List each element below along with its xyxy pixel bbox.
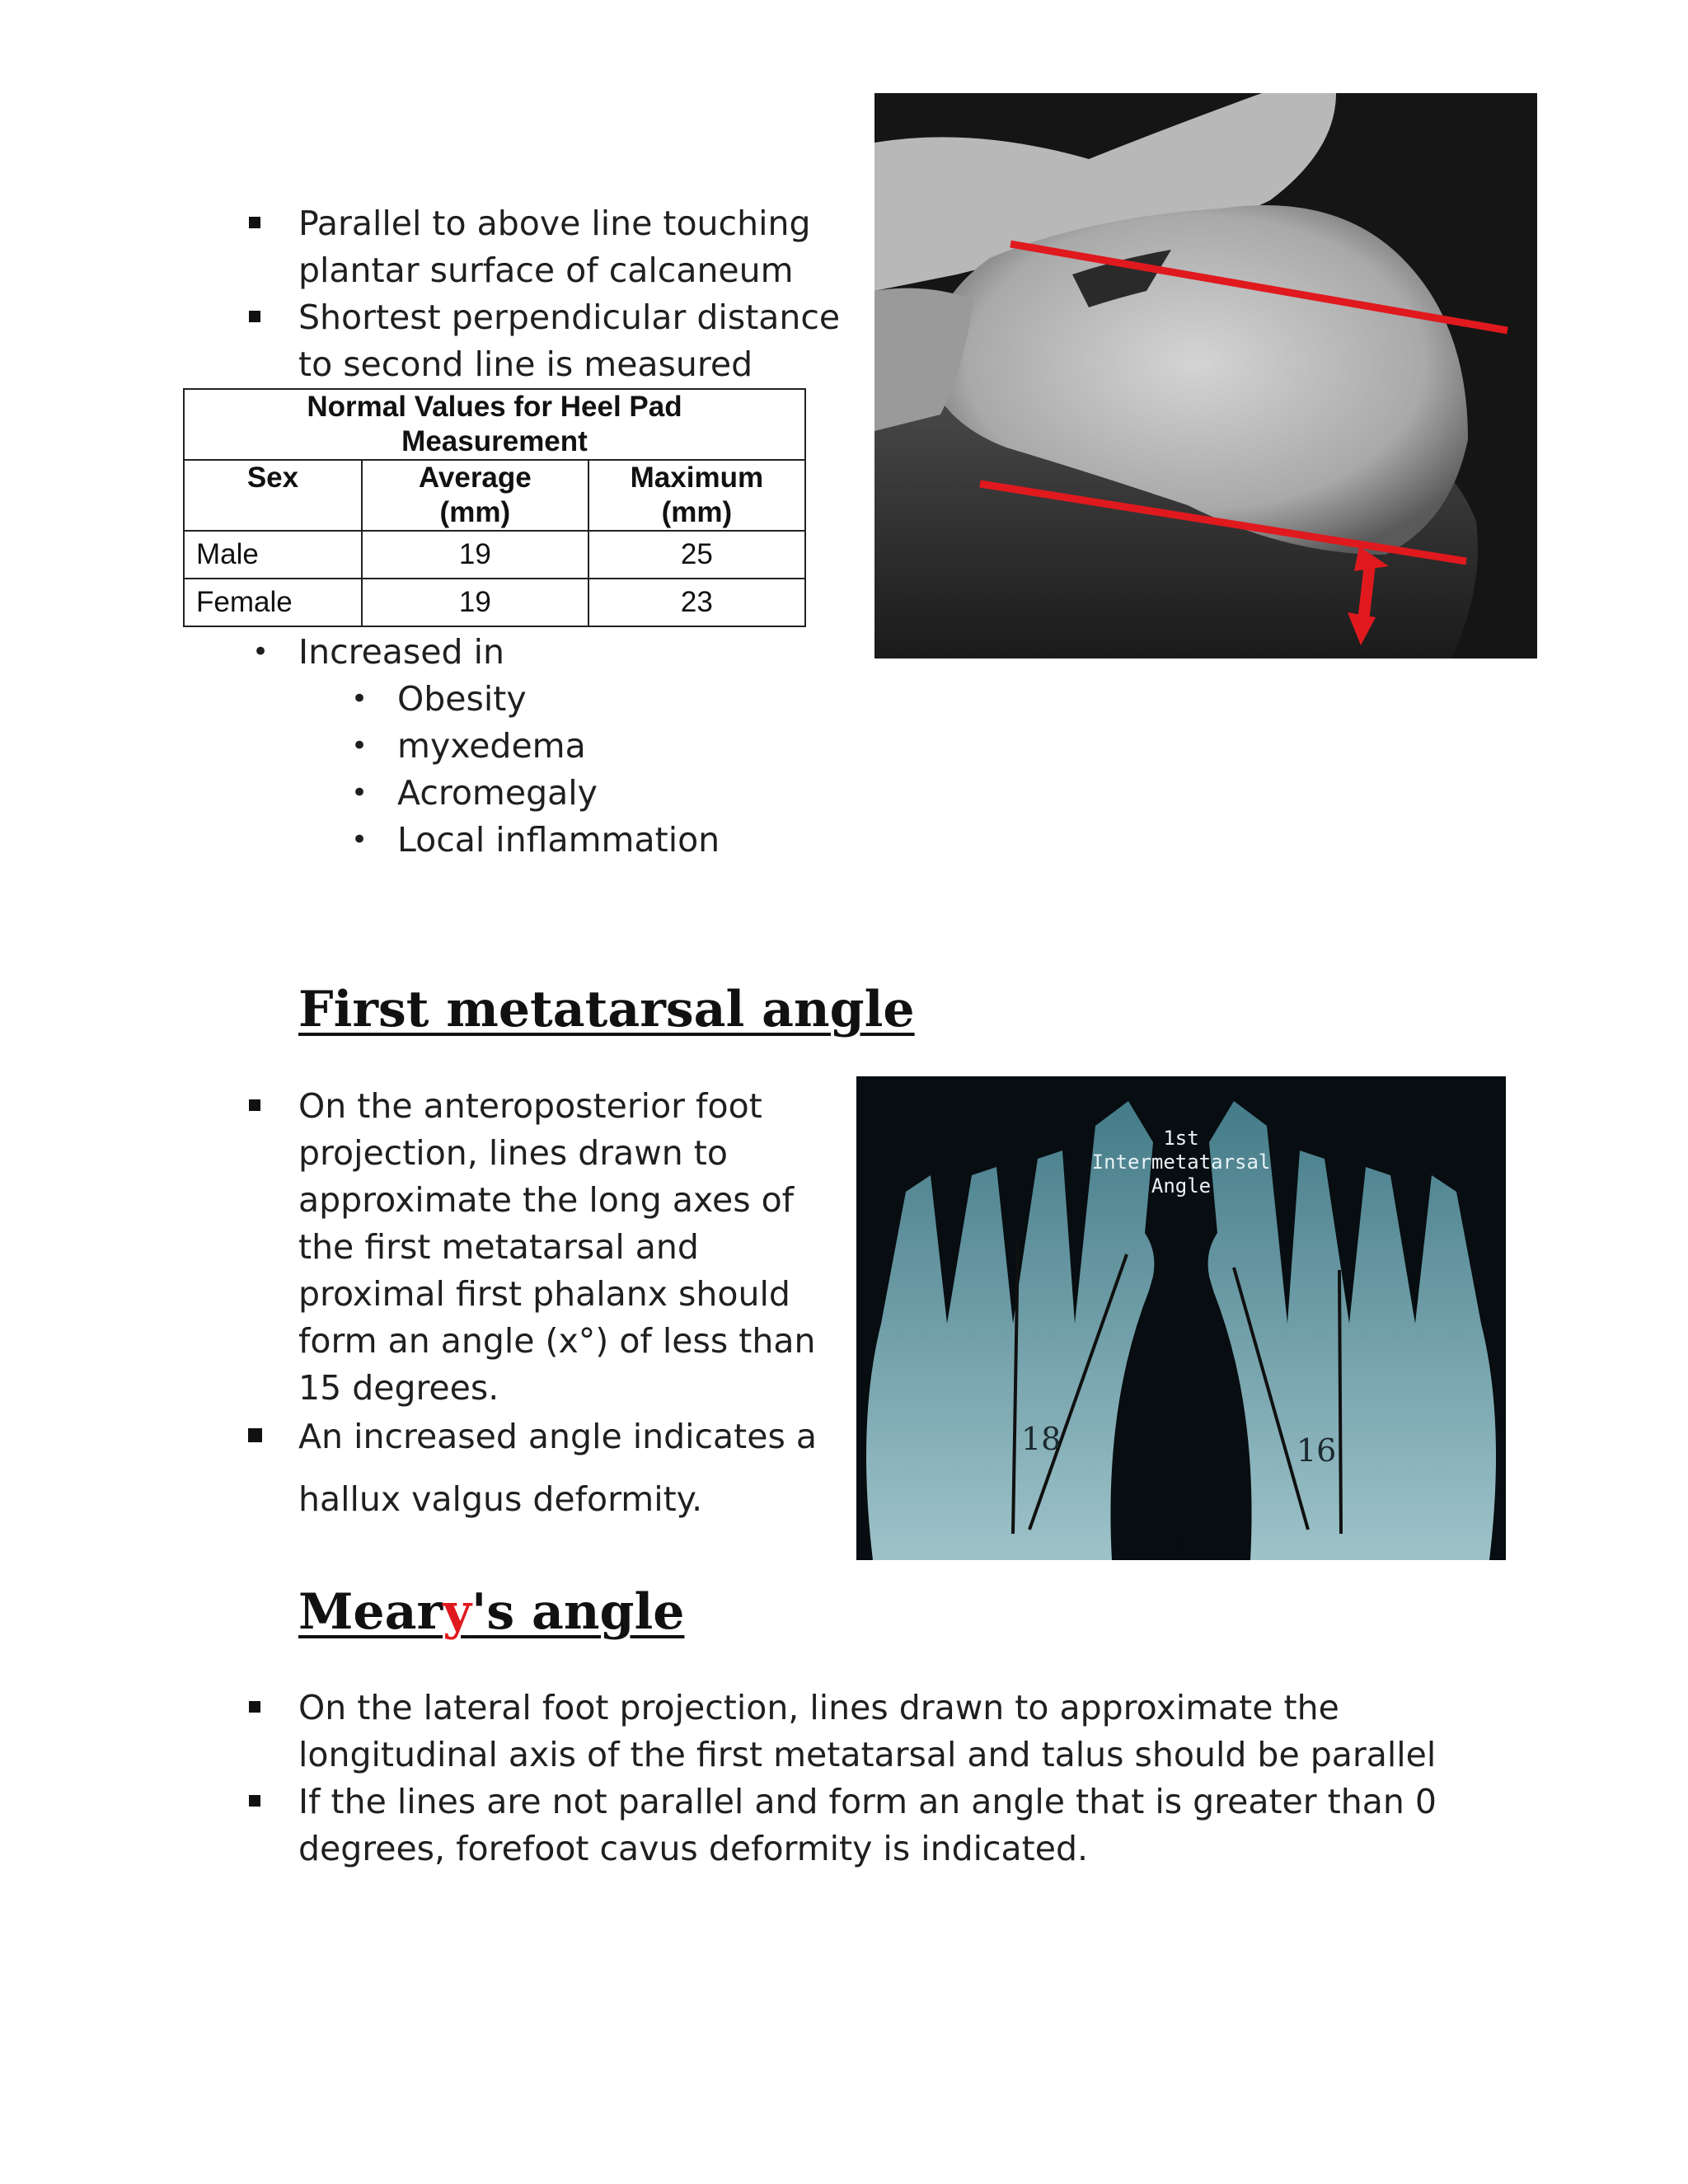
square-bullet-icon: [249, 1701, 260, 1713]
square-bullet-icon: [248, 1428, 262, 1442]
table-cell: 19: [362, 531, 588, 579]
list-item: An increased angle indicates a hallux valgus deformity.: [298, 1405, 842, 1530]
heel-xray-image: [874, 93, 1537, 658]
table-cell: 25: [588, 531, 805, 579]
table-cell: 23: [588, 579, 805, 626]
square-bullet-icon: [249, 311, 260, 322]
bullet-dot-icon: •: [351, 729, 368, 762]
table-header: Sex: [184, 460, 362, 531]
square-bullet-icon: [249, 217, 260, 228]
bullet-dot-icon: •: [351, 682, 368, 715]
square-bullet-icon: [249, 1795, 260, 1807]
list-item: On the lateral foot projection, lines drawn to approximate the longitudinal axis of the first metatarsal and talus should be parallel: [298, 1685, 1502, 1779]
heel-pad-table: [183, 388, 806, 627]
list-item: • myxedema: [397, 723, 875, 770]
list-item: • Local inflammation: [397, 817, 875, 864]
table-header: Average (mm): [362, 460, 588, 531]
table-row: [184, 531, 805, 579]
angle-left-label: 18: [1021, 1421, 1062, 1457]
increased-in-section: [252, 629, 875, 864]
table-cell: 19: [362, 579, 588, 626]
list-item: Parallel to above line touching plantar surface of calcaneum: [298, 200, 859, 294]
bullet-dot-icon: •: [351, 776, 368, 809]
list-item: • Acromegaly: [397, 770, 875, 817]
first-metatarsal-heading: First metatarsal angle: [298, 981, 915, 1038]
bullet-dot-icon: •: [252, 635, 270, 668]
list-item: Shortest perpendicular distance to second line is measured: [298, 294, 859, 388]
table-cell: Male: [184, 531, 362, 579]
list-item: • Increased in: [298, 629, 875, 676]
table-cell: Female: [184, 579, 362, 626]
xray-label-line2: Intermetatarsal: [1091, 1151, 1271, 1174]
mearys-bullets: [298, 1685, 1502, 1872]
table-row: [184, 579, 805, 626]
heel-pad-bullets: [298, 200, 859, 388]
table-title: Normal Values for Heel Pad Measurement: [184, 389, 805, 460]
foot-ap-xray-image: [856, 1076, 1506, 1560]
table-header: Maximum (mm): [588, 460, 805, 531]
first-metatarsal-bullets: [298, 1083, 842, 1530]
heel-xray-drawing: [874, 93, 1537, 658]
list-item: On the anteroposterior foot projection, lines drawn to approximate the long axes of the first metatarsal and proximal first phalanx should form an angle (x°) of less than 15 degrees.: [298, 1083, 842, 1412]
bullet-dot-icon: •: [351, 823, 368, 856]
mearys-angle-heading: Meary's angle: [298, 1583, 685, 1641]
list-item: • Obesity: [397, 676, 875, 723]
xray-label-line3: Angle: [1151, 1174, 1212, 1197]
list-item: If the lines are not parallel and form an angle that is greater than 0 degrees, forefoot cavus deformity is indicated.: [298, 1779, 1502, 1872]
square-bullet-icon: [249, 1099, 260, 1111]
xray-label-line1: 1st: [1163, 1127, 1199, 1150]
foot-xray-drawing: [856, 1076, 1506, 1560]
angle-right-label: 16: [1296, 1432, 1337, 1469]
